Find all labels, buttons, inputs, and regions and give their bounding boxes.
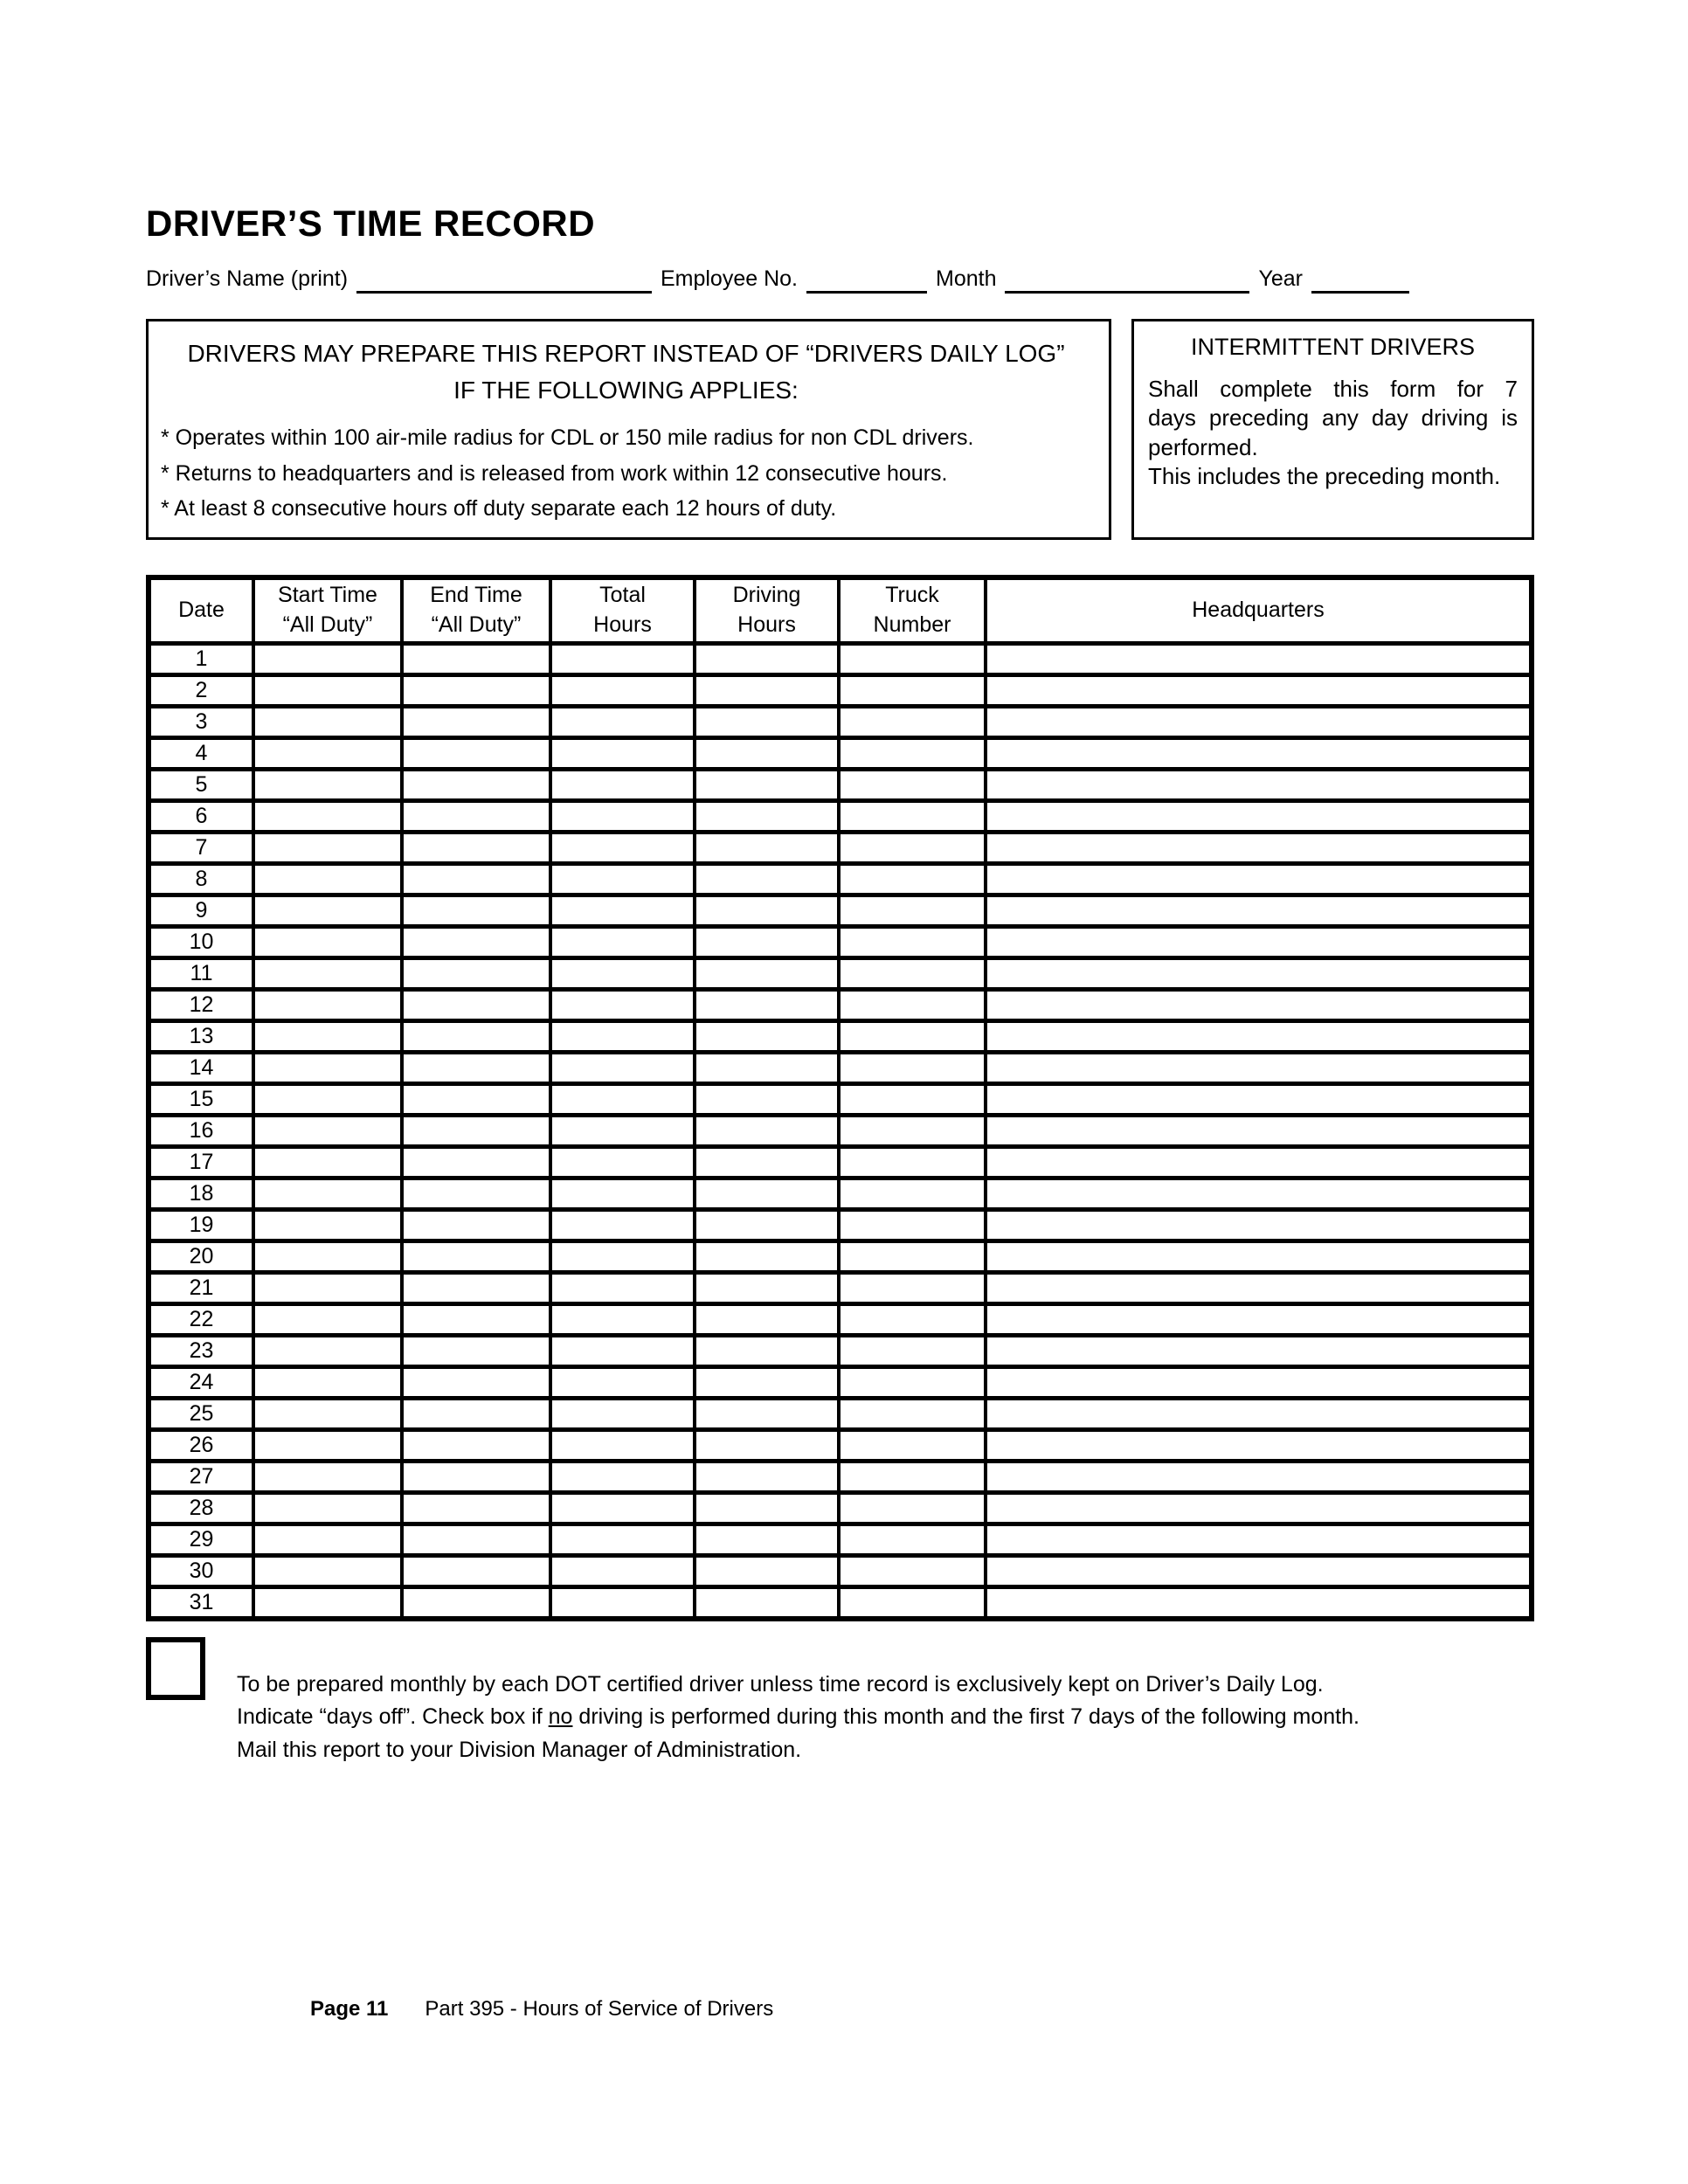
entry-cell[interactable] [253, 1462, 402, 1493]
entry-cell[interactable] [839, 864, 986, 895]
entry-cell[interactable] [550, 1524, 695, 1556]
entry-cell[interactable] [402, 801, 550, 833]
entry-cell[interactable] [839, 958, 986, 990]
table-row [149, 1053, 1532, 1084]
date-cell: 17 [149, 1147, 253, 1178]
entry-cell[interactable] [402, 1587, 550, 1619]
entry-cell[interactable] [986, 958, 1532, 990]
part-reference: Part 395 - Hours of Service of Drivers [425, 1997, 774, 2021]
column-header-end-time: End Time “All Duty” [402, 577, 550, 644]
entry-cell[interactable] [402, 1556, 550, 1587]
date-cell: 28 [149, 1493, 253, 1524]
entry-cell[interactable] [695, 1556, 839, 1587]
entry-cell[interactable] [839, 1524, 986, 1556]
entry-cell[interactable] [839, 1241, 986, 1273]
entry-cell[interactable] [986, 1430, 1532, 1462]
entry-cell[interactable] [402, 738, 550, 770]
date-cell: 24 [149, 1367, 253, 1399]
entry-cell[interactable] [402, 1493, 550, 1524]
header-fields-row [146, 264, 1409, 294]
employee-no-label: Employee No. [660, 266, 798, 291]
entry-cell[interactable] [986, 1336, 1532, 1367]
entry-cell[interactable] [253, 1116, 402, 1147]
entry-cell[interactable] [550, 1587, 695, 1619]
column-header-driving-hours: Driving Hours [695, 577, 839, 644]
entry-cell[interactable] [839, 990, 986, 1021]
time-table-body [149, 644, 1532, 1619]
entry-cell[interactable] [986, 1367, 1532, 1399]
note-line3: Mail this report to your Division Manager of Administration. [237, 1737, 802, 1762]
entry-cell[interactable] [402, 895, 550, 927]
date-cell: 15 [149, 1084, 253, 1116]
date-cell: 10 [149, 927, 253, 958]
date-cell: 2 [149, 675, 253, 707]
entry-cell[interactable] [550, 770, 695, 801]
entry-cell[interactable] [986, 707, 1532, 738]
table-row [149, 1116, 1532, 1147]
entry-cell[interactable] [986, 770, 1532, 801]
date-cell: 3 [149, 707, 253, 738]
table-row [149, 1021, 1532, 1053]
entry-cell[interactable] [550, 833, 695, 864]
entry-cell[interactable] [253, 770, 402, 801]
entry-cell[interactable] [839, 1178, 986, 1210]
entry-cell[interactable] [986, 1021, 1532, 1053]
entry-cell[interactable] [695, 1147, 839, 1178]
date-cell: 9 [149, 895, 253, 927]
entry-cell[interactable] [253, 1587, 402, 1619]
entry-cell[interactable] [402, 1399, 550, 1430]
entry-cell[interactable] [839, 833, 986, 864]
entry-cell[interactable] [550, 644, 695, 675]
entry-cell[interactable] [550, 1556, 695, 1587]
entry-cell[interactable] [839, 1336, 986, 1367]
entry-cell[interactable] [839, 801, 986, 833]
entry-cell[interactable] [550, 927, 695, 958]
employee-no-field[interactable] [806, 264, 927, 294]
entry-cell[interactable] [695, 675, 839, 707]
table-row [149, 1462, 1532, 1493]
date-cell: 27 [149, 1462, 253, 1493]
entry-cell[interactable] [986, 1178, 1532, 1210]
table-row [149, 1587, 1532, 1619]
date-cell: 1 [149, 644, 253, 675]
table-row [149, 675, 1532, 707]
entry-cell[interactable] [839, 1084, 986, 1116]
entry-cell[interactable] [550, 1399, 695, 1430]
entry-cell[interactable] [253, 833, 402, 864]
entry-cell[interactable] [253, 1430, 402, 1462]
entry-cell[interactable] [253, 1336, 402, 1367]
entry-cell[interactable] [253, 1524, 402, 1556]
entry-cell[interactable] [402, 1462, 550, 1493]
entry-cell[interactable] [550, 958, 695, 990]
date-cell: 26 [149, 1430, 253, 1462]
entry-cell[interactable] [839, 1430, 986, 1462]
entry-cell[interactable] [550, 1273, 695, 1304]
date-cell: 25 [149, 1399, 253, 1430]
entry-cell[interactable] [550, 1367, 695, 1399]
table-row [149, 644, 1532, 675]
entry-cell[interactable] [550, 1116, 695, 1147]
entry-cell[interactable] [986, 833, 1532, 864]
entry-cell[interactable] [986, 1399, 1532, 1430]
entry-cell[interactable] [402, 1178, 550, 1210]
entry-cell[interactable] [986, 864, 1532, 895]
entry-cell[interactable] [550, 1147, 695, 1178]
date-cell: 11 [149, 958, 253, 990]
table-row [149, 1304, 1532, 1336]
intermittent-drivers-box [1131, 319, 1534, 540]
entry-cell[interactable] [695, 1273, 839, 1304]
entry-cell[interactable] [402, 1021, 550, 1053]
entry-cell[interactable] [695, 895, 839, 927]
entry-cell[interactable] [986, 1587, 1532, 1619]
entry-cell[interactable] [839, 1587, 986, 1619]
month-field[interactable] [1005, 264, 1249, 294]
entry-cell[interactable] [986, 1084, 1532, 1116]
entry-cell[interactable] [986, 895, 1532, 927]
entry-cell[interactable] [839, 1053, 986, 1084]
table-row [149, 1273, 1532, 1304]
eligibility-bullets [161, 420, 1091, 527]
column-header-headquarters: Headquarters [986, 577, 1532, 644]
entry-cell[interactable] [986, 1241, 1532, 1273]
entry-cell[interactable] [550, 990, 695, 1021]
entry-cell[interactable] [695, 1116, 839, 1147]
entry-cell[interactable] [839, 1210, 986, 1241]
entry-cell[interactable] [550, 895, 695, 927]
entry-cell[interactable] [402, 644, 550, 675]
entry-cell[interactable] [839, 644, 986, 675]
entry-cell[interactable] [550, 1241, 695, 1273]
table-row [149, 770, 1532, 801]
table-row [149, 1430, 1532, 1462]
entry-cell[interactable] [986, 1053, 1532, 1084]
table-row [149, 927, 1532, 958]
entry-cell[interactable] [986, 1304, 1532, 1336]
entry-cell[interactable] [253, 644, 402, 675]
entry-cell[interactable] [550, 738, 695, 770]
entry-cell[interactable] [550, 1053, 695, 1084]
table-row [149, 1084, 1532, 1116]
column-header-total-hours: Total Hours [550, 577, 695, 644]
entry-cell[interactable] [402, 1273, 550, 1304]
table-row [149, 833, 1532, 864]
entry-cell[interactable] [402, 1304, 550, 1336]
entry-cell[interactable] [695, 1178, 839, 1210]
entry-cell[interactable] [695, 1336, 839, 1367]
entry-cell[interactable] [986, 1210, 1532, 1241]
entry-cell[interactable] [839, 895, 986, 927]
table-row [149, 895, 1532, 927]
entry-cell[interactable] [986, 738, 1532, 770]
entry-cell[interactable] [402, 1147, 550, 1178]
date-cell: 21 [149, 1273, 253, 1304]
entry-cell[interactable] [695, 770, 839, 801]
entry-cell[interactable] [550, 1493, 695, 1524]
table-row [149, 1178, 1532, 1210]
note-line2: Indicate “days off”. Check box if no driving is performed during this month and the first 7 days of the following month. [237, 1704, 1359, 1729]
date-cell: 31 [149, 1587, 253, 1619]
table-row [149, 1399, 1532, 1430]
entry-cell[interactable] [695, 990, 839, 1021]
entry-cell[interactable] [253, 1084, 402, 1116]
entry-cell[interactable] [695, 1430, 839, 1462]
entry-cell[interactable] [402, 1084, 550, 1116]
intermittent-heading: INTERMITTENT DRIVERS [1190, 334, 1475, 360]
entry-cell[interactable] [986, 1556, 1532, 1587]
entry-cell[interactable] [839, 1462, 986, 1493]
eligibility-heading-line2: IF THE FOLLOWING APPLIES: [453, 377, 799, 404]
date-cell: 4 [149, 738, 253, 770]
date-cell: 13 [149, 1021, 253, 1053]
entry-cell[interactable] [695, 738, 839, 770]
entry-cell[interactable] [402, 770, 550, 801]
entry-cell[interactable] [253, 801, 402, 833]
entry-cell[interactable] [550, 1336, 695, 1367]
table-row [149, 1524, 1532, 1556]
entry-cell[interactable] [253, 707, 402, 738]
entry-cell[interactable] [402, 1367, 550, 1399]
note-text [237, 1669, 1359, 1767]
entry-cell[interactable] [839, 707, 986, 738]
date-cell: 7 [149, 833, 253, 864]
entry-cell[interactable] [986, 1493, 1532, 1524]
entry-cell[interactable] [550, 1210, 695, 1241]
entry-cell[interactable] [695, 707, 839, 738]
entry-cell[interactable] [402, 833, 550, 864]
table-row [149, 1336, 1532, 1367]
entry-cell[interactable] [402, 1524, 550, 1556]
entry-cell[interactable] [550, 864, 695, 895]
entry-cell[interactable] [695, 864, 839, 895]
entry-cell[interactable] [253, 1178, 402, 1210]
table-row [149, 707, 1532, 738]
entry-cell[interactable] [695, 1021, 839, 1053]
intermittent-body-line: This includes the preceding month. [1148, 462, 1501, 489]
eligibility-bullet: * At least 8 consecutive hours off duty separate each 12 hours of duty. [161, 496, 837, 521]
date-cell: 12 [149, 990, 253, 1021]
table-row [149, 738, 1532, 770]
entry-cell[interactable] [695, 1210, 839, 1241]
entry-cell[interactable] [695, 927, 839, 958]
entry-cell[interactable] [253, 958, 402, 990]
table-row [149, 1367, 1532, 1399]
instruction-boxes [146, 319, 1534, 540]
date-cell: 16 [149, 1116, 253, 1147]
entry-cell[interactable] [402, 1210, 550, 1241]
entry-cell[interactable] [402, 927, 550, 958]
entry-cell[interactable] [402, 1116, 550, 1147]
date-cell: 30 [149, 1556, 253, 1587]
date-cell: 20 [149, 1241, 253, 1273]
eligibility-bullet: * Returns to headquarters and is released from work within 12 consecutive hours. [161, 460, 948, 486]
entry-cell[interactable] [695, 1367, 839, 1399]
entry-cell[interactable] [839, 1304, 986, 1336]
eligibility-box [146, 319, 1111, 540]
entry-cell[interactable] [839, 1556, 986, 1587]
column-header-start-time: Start Time “All Duty” [253, 577, 402, 644]
date-cell: 29 [149, 1524, 253, 1556]
entry-cell[interactable] [550, 1178, 695, 1210]
entry-cell[interactable] [402, 1430, 550, 1462]
entry-cell[interactable] [253, 1147, 402, 1178]
page-number: Page 11 [310, 1997, 389, 2021]
entry-cell[interactable] [839, 738, 986, 770]
date-cell: 18 [149, 1178, 253, 1210]
entry-cell[interactable] [695, 958, 839, 990]
date-cell: 23 [149, 1336, 253, 1367]
entry-cell[interactable] [550, 1021, 695, 1053]
table-row [149, 1556, 1532, 1587]
entry-cell[interactable] [402, 675, 550, 707]
entry-cell[interactable] [253, 895, 402, 927]
entry-cell[interactable] [253, 1556, 402, 1587]
entry-cell[interactable] [695, 833, 839, 864]
year-label: Year [1258, 266, 1303, 291]
page-title: DRIVER’S TIME RECORD [146, 203, 596, 244]
page-footer [310, 1997, 773, 2022]
entry-cell[interactable] [253, 1273, 402, 1304]
entry-cell[interactable] [253, 1493, 402, 1524]
entry-cell[interactable] [839, 927, 986, 958]
entry-cell[interactable] [695, 1304, 839, 1336]
note-line1: To be prepared monthly by each DOT certified driver unless time record is exclusively kept on Driver’s Daily Log. [237, 1671, 1324, 1697]
entry-cell[interactable] [839, 1021, 986, 1053]
table-row [149, 1493, 1532, 1524]
entry-cell[interactable] [253, 675, 402, 707]
entry-cell[interactable] [402, 864, 550, 895]
days-off-checkbox[interactable] [146, 1637, 205, 1700]
entry-cell[interactable] [550, 801, 695, 833]
table-header [149, 577, 1532, 644]
entry-cell[interactable] [550, 1084, 695, 1116]
entry-cell[interactable] [253, 1304, 402, 1336]
entry-cell[interactable] [402, 958, 550, 990]
date-cell: 22 [149, 1304, 253, 1336]
entry-cell[interactable] [550, 675, 695, 707]
entry-cell[interactable] [839, 1367, 986, 1399]
entry-cell[interactable] [695, 1587, 839, 1619]
date-cell: 8 [149, 864, 253, 895]
entry-cell[interactable] [253, 1367, 402, 1399]
form-page [146, 0, 1534, 1766]
eligibility-bullet: * Operates within 100 air-mile radius for CDL or 150 mile radius for non CDL drivers. [161, 425, 974, 450]
entry-cell[interactable] [839, 1493, 986, 1524]
entry-cell[interactable] [986, 1147, 1532, 1178]
entry-cell[interactable] [695, 1241, 839, 1273]
entry-cell[interactable] [695, 801, 839, 833]
intermittent-body-line: Shall complete this form for 7 [1148, 376, 1518, 402]
entry-cell[interactable] [402, 1053, 550, 1084]
entry-cell[interactable] [550, 1430, 695, 1462]
entry-cell[interactable] [695, 1053, 839, 1084]
entry-cell[interactable] [550, 1462, 695, 1493]
year-field[interactable] [1311, 264, 1409, 294]
driver-name-label: Driver’s Name (print) [146, 266, 349, 291]
time-record-table [146, 575, 1534, 1621]
column-header-truck-number: Truck Number [839, 577, 986, 644]
table-row [149, 1147, 1532, 1178]
entry-cell[interactable] [695, 644, 839, 675]
entry-cell[interactable] [253, 927, 402, 958]
table-row [149, 990, 1532, 1021]
entry-cell[interactable] [402, 990, 550, 1021]
table-row [149, 801, 1532, 833]
entry-cell[interactable] [253, 990, 402, 1021]
entry-cell[interactable] [986, 675, 1532, 707]
entry-cell[interactable] [986, 990, 1532, 1021]
entry-cell[interactable] [986, 801, 1532, 833]
entry-cell[interactable] [253, 1241, 402, 1273]
table-row [149, 864, 1532, 895]
entry-cell[interactable] [839, 1116, 986, 1147]
table-row [149, 958, 1532, 990]
entry-cell[interactable] [839, 1147, 986, 1178]
entry-cell[interactable] [402, 707, 550, 738]
entry-cell[interactable] [695, 1084, 839, 1116]
entry-cell[interactable] [986, 1116, 1532, 1147]
column-header-date: Date [149, 577, 253, 644]
entry-cell[interactable] [839, 770, 986, 801]
entry-cell[interactable] [695, 1524, 839, 1556]
entry-cell[interactable] [253, 1053, 402, 1084]
intermittent-body-line: performed. [1148, 433, 1258, 460]
entry-cell[interactable] [402, 1336, 550, 1367]
entry-cell[interactable] [839, 1273, 986, 1304]
driver-name-field[interactable] [356, 264, 652, 294]
entry-cell[interactable] [550, 707, 695, 738]
entry-cell[interactable] [986, 1462, 1532, 1493]
month-label: Month [936, 266, 997, 291]
table-row [149, 1241, 1532, 1273]
entry-cell[interactable] [839, 1399, 986, 1430]
no-underlined: no [548, 1704, 573, 1729]
entry-cell[interactable] [839, 675, 986, 707]
entry-cell[interactable] [986, 1524, 1532, 1556]
entry-cell[interactable] [695, 1462, 839, 1493]
table-row [149, 1210, 1532, 1241]
entry-cell[interactable] [253, 1399, 402, 1430]
date-cell: 5 [149, 770, 253, 801]
entry-cell[interactable] [253, 1021, 402, 1053]
entry-cell[interactable] [253, 738, 402, 770]
entry-cell[interactable] [550, 1304, 695, 1336]
entry-cell[interactable] [695, 1399, 839, 1430]
entry-cell[interactable] [695, 1493, 839, 1524]
entry-cell[interactable] [253, 1210, 402, 1241]
date-cell: 14 [149, 1053, 253, 1084]
intermittent-body-line: days preceding any day driving is [1148, 404, 1518, 432]
footer-note [146, 1637, 1534, 1767]
entry-cell[interactable] [986, 927, 1532, 958]
entry-cell[interactable] [402, 1241, 550, 1273]
entry-cell[interactable] [986, 644, 1532, 675]
eligibility-heading-line1: DRIVERS MAY PREPARE THIS REPORT INSTEAD OF “DRIVERS DAILY LOG” [187, 340, 1065, 367]
entry-cell[interactable] [986, 1273, 1532, 1304]
entry-cell[interactable] [253, 864, 402, 895]
date-cell: 19 [149, 1210, 253, 1241]
date-cell: 6 [149, 801, 253, 833]
eligibility-heading [161, 335, 1091, 409]
